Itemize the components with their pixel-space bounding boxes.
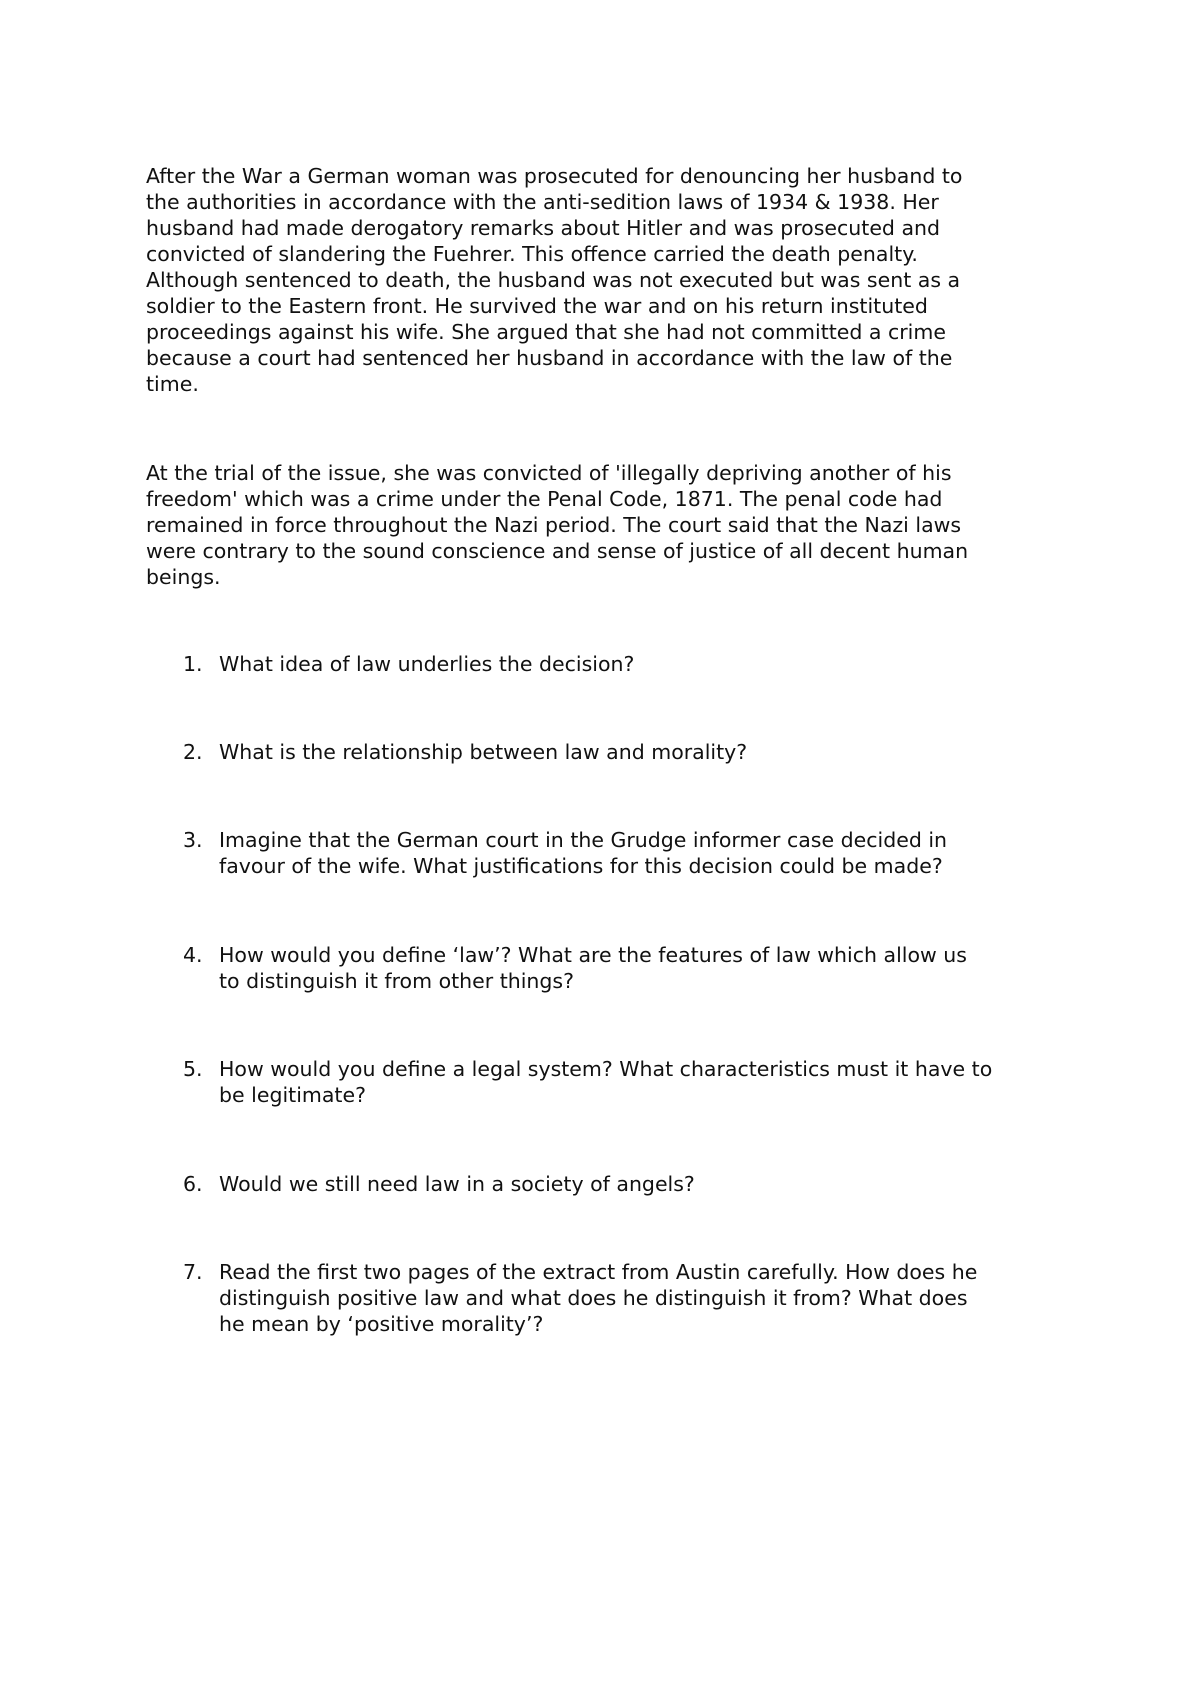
question-text: How would you define ‘law’? What are the features of law which allow us to distinguish it from other things? — [219, 943, 967, 993]
question-number: 2. — [183, 740, 203, 764]
question-text: Read the first two pages of the extract from Austin carefully. How does he distinguish positive law and what does he distinguish it from? What does he mean by ‘positive morality’? — [219, 1260, 978, 1336]
question-number: 1. — [183, 652, 203, 676]
case-outcome-paragraph: At the trial of the issue, she was convicted of 'illegally depriving another of his freedom' which was a crime under the Penal Code, 1871. The penal code had remained in force throughout the Nazi period. The court said that the Nazi laws were contrary to the sound conscience and sense of justice of all decent human beings. — [146, 461, 969, 589]
case-facts-paragraph: After the War a German woman was prosecuted for denouncing her husband to the authorities in accordance with the anti-sedition laws of 1934 & 1938. Her husband had made derogatory remarks about Hitler and was prosecuted and convicted of slandering the Fuehrer. This offence carried the death penalty. Although sentenced to death, the husband was not executed but was sent as a soldier to the Eastern front. He survived the war and on his return instituted proceedings against his wife. She argued that she had not committed a crime because a court had sentenced her husband in accordance with the law of the time. — [146, 164, 963, 396]
question-number: 5. — [183, 1057, 203, 1081]
question-number: 3. — [183, 828, 203, 852]
question-number: 7. — [183, 1260, 203, 1284]
question-text: Would we still need law in a society of angels? — [219, 1172, 695, 1196]
question-text: What is the relationship between law and morality? — [219, 740, 748, 764]
question-text: How would you define a legal system? What characteristics must it have to be legitimate? — [219, 1057, 993, 1107]
question-text: What idea of law underlies the decision? — [219, 652, 635, 676]
question-text: Imagine that the German court in the Grudge informer case decided in favour of the wife. What justifications for this decision could be made? — [219, 828, 948, 878]
question-number: 4. — [183, 943, 203, 967]
question-number: 6. — [183, 1172, 203, 1196]
